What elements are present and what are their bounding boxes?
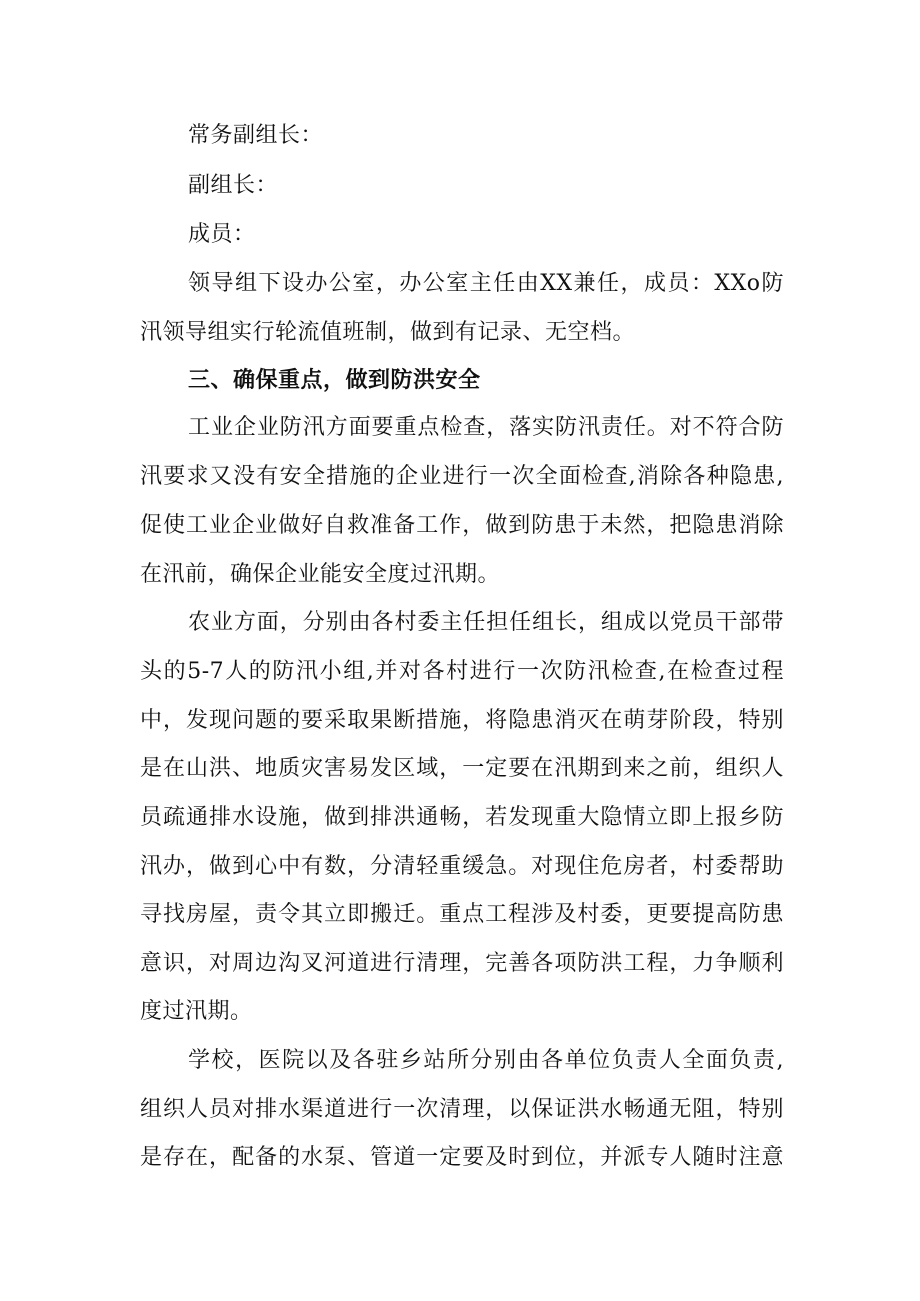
paragraph-agriculture-line-4: 是在山洪、地质灾害易发区域，一定要在汛期到来之前，组织人	[140, 756, 784, 781]
paragraph-agriculture-line-5: 员疏通排水设施，做到排洪通畅，若发现重大隐情立即上报乡防	[140, 805, 784, 830]
paragraph-office-line-2: 汛领导组实行轮流值班制，做到有记录、无空档。	[140, 320, 636, 345]
paragraph-schools-line-3: 是存在，配备的水泵、管道一定要及时到位，并派专人随时注意	[140, 1145, 784, 1170]
paragraph-industry-line-1: 工业企业防汛方面要重点检查，落实防汛责任。对不符合防	[188, 415, 784, 440]
paragraph-agriculture-line-1: 农业方面，分别由各村委主任担任组长，组成以党员干部带	[188, 610, 784, 635]
paragraph-industry-line-3: 促使工业企业做好自救准备工作，做到防患于未然，把隐患消除	[140, 513, 784, 538]
role-line-deputy-leader: 副组长：	[188, 173, 279, 198]
section-heading: 三、确保重点，做到防洪安全	[188, 368, 481, 393]
role-line-deputy-leader-executive: 常务副组长：	[188, 123, 324, 148]
paragraph-industry-line-2: 汛要求又没有安全措施的企业进行一次全面检查,消除各种隐患,	[140, 464, 784, 489]
paragraph-agriculture-line-3: 中，发现问题的要采取果断措施，将隐患消灭在萌芽阶段，特别	[140, 708, 784, 733]
paragraph-agriculture-line-7: 寻找房屋，责令其立即搬迁。重点工程涉及村委，更要提高防患	[140, 902, 784, 927]
role-line-members: 成员：	[188, 222, 256, 247]
paragraph-agriculture-line-8: 意识，对周边沟叉河道进行清理，完善各项防洪工程，力争顺利	[140, 951, 784, 976]
paragraph-office-line-1: 领导组下设办公室，办公室主任由XX兼任，成员：XXo防	[188, 271, 784, 296]
paragraph-schools-line-1: 学校，医院以及各驻乡站所分别由各单位负责人全面负责,	[188, 1048, 784, 1073]
paragraph-agriculture-line-2: 头的5-7人的防汛小组,并对各村进行一次防汛检查,在检查过程	[140, 659, 784, 684]
paragraph-industry-line-4: 在汛前，确保企业能安全度过汛期。	[140, 562, 501, 587]
paragraph-agriculture-line-9: 度过汛期。	[140, 999, 253, 1024]
paragraph-schools-line-2: 组织人员对排水渠道进行一次清理，以保证洪水畅通无阻，特别	[140, 1097, 784, 1122]
paragraph-agriculture-line-6: 汛办，做到心中有数，分清轻重缓急。对现住危房者，村委帮助	[140, 854, 784, 879]
